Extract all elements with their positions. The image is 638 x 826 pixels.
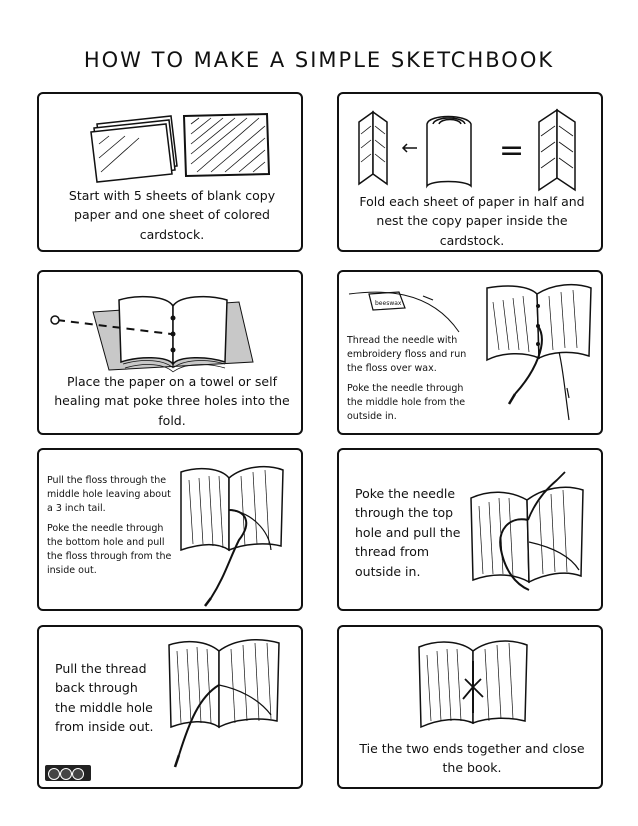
step-6-caption: Poke the needle through the top hole and pull the thread from outside in. xyxy=(355,486,461,579)
page-title: HOW TO MAKE A SIMPLE SKETCHBOOK xyxy=(83,48,555,72)
step-1-panel xyxy=(37,92,303,252)
step-8-caption: Tie the two ends together and close the book. xyxy=(359,741,585,776)
step-4-caption-1: Thread the needle with embroidery floss and run the floss over wax. xyxy=(347,335,467,374)
step-2-panel xyxy=(337,92,603,252)
creative-commons-license-icon xyxy=(45,765,91,781)
step-5-caption-2: Poke the needle through the bottom hole and pull the floss through from the inside out. xyxy=(47,523,172,576)
step-4-panel xyxy=(337,270,603,435)
equals-sign: = xyxy=(499,133,525,168)
pushpin-icon xyxy=(51,316,59,324)
step-5-panel xyxy=(37,448,303,611)
step-7-panel xyxy=(37,625,303,789)
step-1-caption: Start with 5 sheets of blank copy paper and one sheet of colored cardstock. xyxy=(68,188,276,242)
step-6-panel xyxy=(337,448,603,611)
beeswax-label: beeswax xyxy=(375,300,402,307)
step-3-panel xyxy=(37,270,303,435)
step-7-caption: Pull the thread back through the middle hole from inside out. xyxy=(55,661,154,735)
step-2-caption: Fold each sheet of paper in half and nest the copy paper inside the cardstock. xyxy=(359,194,585,248)
step-4-caption xyxy=(347,334,477,431)
step-8-panel xyxy=(337,625,603,789)
arrow-left-icon xyxy=(403,144,417,152)
step-3-caption: Place the paper on a towel or self healing mat poke three holes into the fold. xyxy=(54,374,290,428)
step-5-caption-1: Pull the floss through the middle hole leaving about a 3 inch tail. xyxy=(47,475,171,514)
step-5-caption xyxy=(47,474,177,584)
step-4-caption-2: Poke the needle through the middle hole from the outside in. xyxy=(347,383,466,422)
